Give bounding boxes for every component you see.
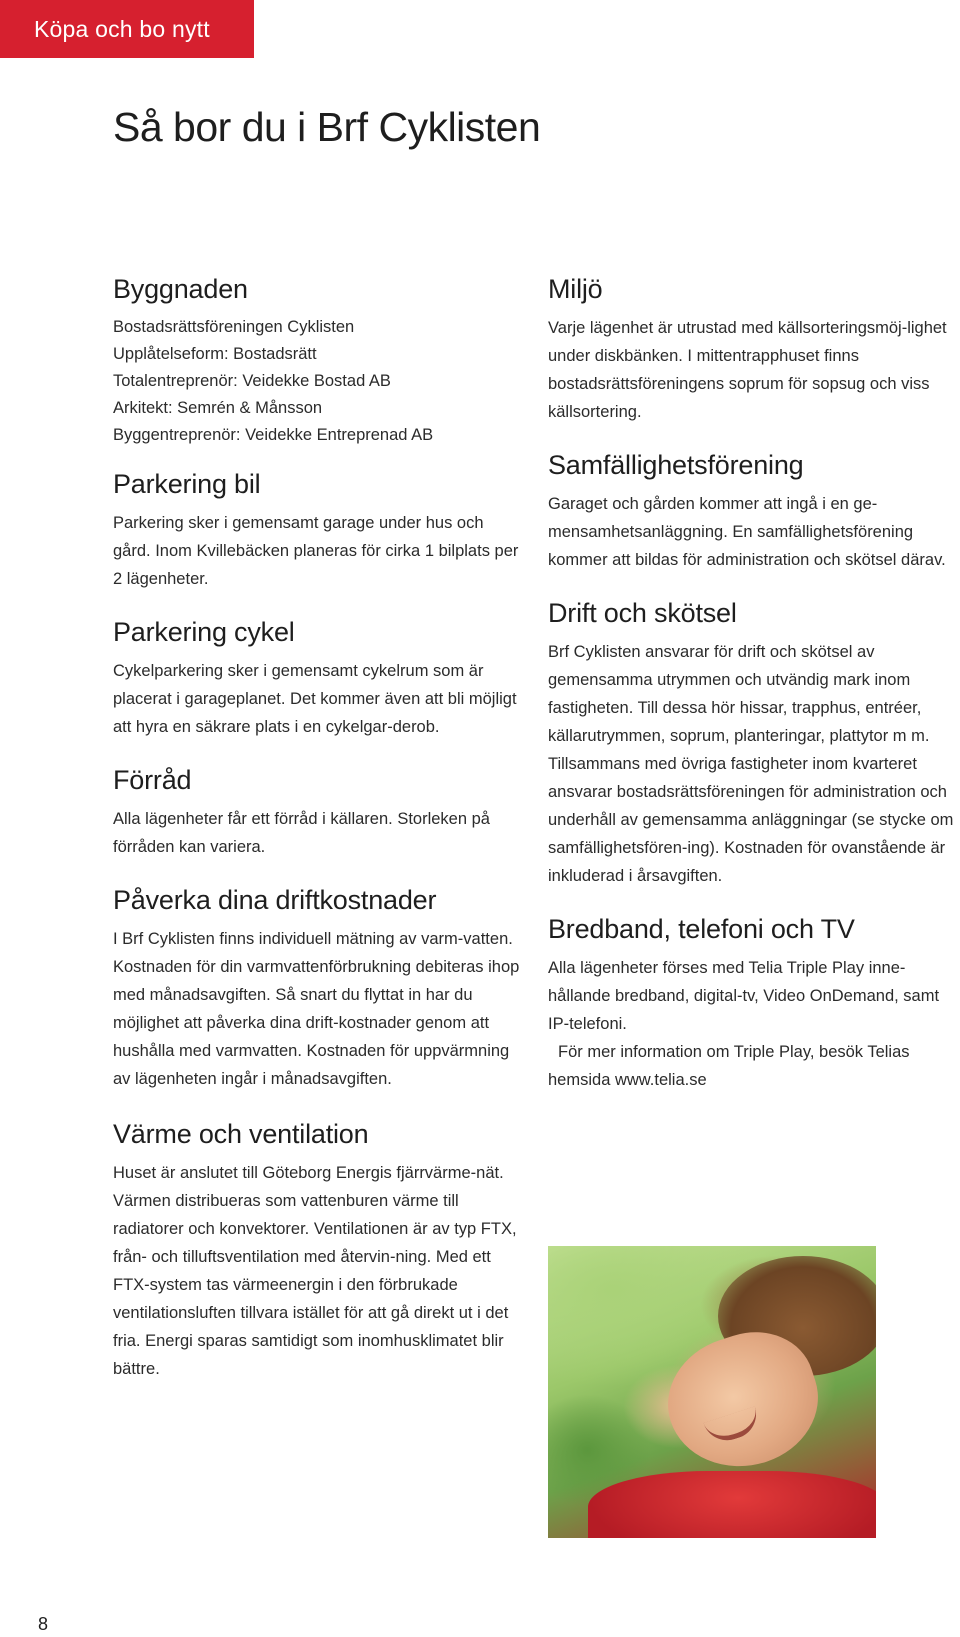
section-byggnaden (113, 272, 525, 449)
section-parkering-bil (113, 467, 525, 593)
heading-drift: Drift och skötsel (548, 598, 737, 628)
section-varme (113, 1117, 525, 1383)
byggnaden-line: Bostadsrättsföreningen Cyklisten (113, 318, 355, 336)
heading-forrad: Förråd (113, 765, 192, 795)
heading-samfallighet: Samfällighetsförening (548, 450, 804, 480)
bredband-text-2: För mer information om Triple Play, besök Telias hemsida www.telia.se (548, 1043, 910, 1089)
section-drift (548, 596, 958, 890)
heading-varme: Värme och ventilation (113, 1119, 369, 1149)
page-number: 8 (38, 1614, 49, 1634)
left-column (113, 272, 525, 1383)
heading-byggnaden: Byggnaden (113, 274, 248, 304)
section-miljo (548, 272, 958, 426)
heading-parkering-cykel: Parkering cykel (113, 617, 295, 647)
section-parkering-cykel (113, 615, 525, 741)
drift-text: Brf Cyklisten ansvarar för drift och skötsel av gemensamma utrymmen och utvändig mark inom fastigheten. Till dessa hör hissar, trapphus, entréer, källarutrymmen, soprum, planteringar, plattytor m m. Tillsammans med övriga fastigheter inom kvarteret ansvarar bostadsrättsföreningen för administration och underhåll av gemensamma anläggningar (se stycke om samfällighetsfören-ing). Kostnaden för ovanstående är inkluderad i årsavgiften. (548, 643, 954, 885)
paverka-text: I Brf Cyklisten finns individuell mätning av varm-vatten. Kostnaden för din varmvattenförbrukning debiteras ihop med månadsavgiften. Så snart du flyttat in har du möjlighet att påverka dina drift-kostnader genom att hushålla med varmvatten. Kostnaden för uppvärmning av lägenheten ingår i månadsavgiften. (113, 930, 520, 1088)
byggnaden-line: Arkitekt: Semrén & Månsson (113, 399, 323, 417)
byggnaden-line: Byggentreprenör: Veidekke Entreprenad AB (113, 426, 434, 444)
section-paverka (113, 883, 525, 1093)
section-bredband (548, 912, 958, 1094)
section-tag: Köpa och bo nytt (0, 0, 254, 58)
photo-shirt (588, 1471, 876, 1538)
miljo-text: Varje lägenhet är utrustad med källsorteringsmöj-lighet under diskbänken. I mittentrapphuset finns bostadsrättsföreningens soprum för sopsug och viss källsortering. (548, 319, 947, 421)
heading-miljo: Miljö (548, 274, 603, 304)
byggnaden-line: Upplåtelseform: Bostadsrätt (113, 345, 317, 363)
forrad-text: Alla lägenheter får ett förråd i källaren. Storleken på förråden kan variera. (113, 810, 490, 856)
samfallighet-text: Garaget och gården kommer att ingå i en ge-mensamhetsanläggning. En samfällighetsförening kommer att bildas för administration och skötsel därav. (548, 495, 946, 569)
right-column (548, 272, 958, 1094)
varme-text: Huset är anslutet till Göteborg Energis fjärrvärme-nät. Värmen distribueras som vattenburen värme till radiatorer och konvektorer. Ventilationen är av typ FTX, från- och tilluftsventilation med återvin-ning. Med ett FTX-system tas värmeenergin i den förbrukade ventilationsluften tillvara istället för att gå direkt ut i det fria. Energi sparas samtidigt som inomhusklimatet blir bättre. (113, 1164, 517, 1378)
section-samfallighet (548, 448, 958, 574)
parkering-cykel-text: Cykelparkering sker i gemensamt cykelrum som är placerat i garageplanet. Det kommer även att bli möjligt att hyra en säkrare plats i en cykelgar-derob. (113, 662, 517, 736)
smiling-man-photo (548, 1246, 876, 1538)
heading-parkering-bil: Parkering bil (113, 469, 261, 499)
section-forrad (113, 763, 525, 861)
heading-bredband: Bredband, telefoni och TV (548, 914, 855, 944)
byggnaden-line: Totalentreprenör: Veidekke Bostad AB (113, 372, 391, 390)
heading-paverka: Påverka dina driftkostnader (113, 885, 437, 915)
bredband-text: Alla lägenheter förses med Telia Triple Play inne-hållande bredband, digital-tv, Video OnDemand, samt IP-telefoni. (548, 959, 940, 1033)
parkering-bil-text: Parkering sker i gemensamt garage under hus och gård. Inom Kvillebäcken planeras för cirka 1 bilplats per 2 lägenheter. (113, 514, 519, 588)
page-title: Så bor du i Brf Cyklisten (113, 104, 541, 150)
